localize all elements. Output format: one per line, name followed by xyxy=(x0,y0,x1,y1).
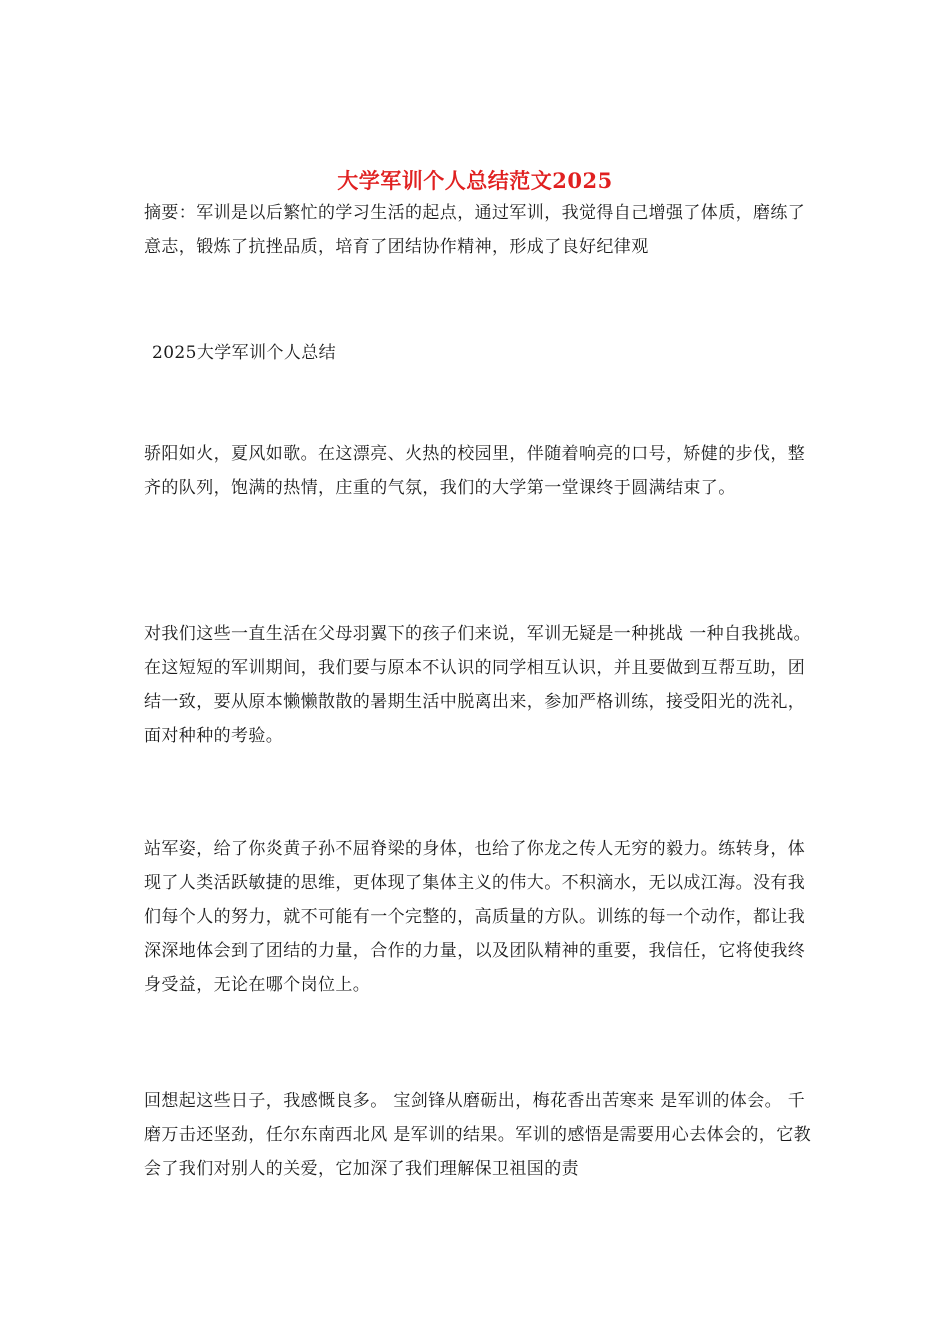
body-paragraph-2: 对我们这些一直生活在父母羽翼下的孩子们来说，军训无疑是一种挑战 一种自我挑战。在这短短的军训期间，我们要与原本不认识的同学相互认识，并且要做到互帮互助，团结一致，要从原本懒懒散散的暑期生活中脱离出来，参加严格训练，接受阳光的洗礼，面对种种的考验。 xyxy=(144,624,812,746)
document-title: 大学军训个人总结范文2025 xyxy=(337,168,613,194)
body-paragraph-3: 站军姿，给了你炎黄子孙不屈脊梁的身体，也给了你龙之传人无穷的毅力。练转身，体现了人类活跃敏捷的思维，更体现了集体主义的伟大。不积滴水，无以成江海。没有我们每个人的努力，就不可能有一个完整的，高质量的方队。训练的每一个动作，都让我深深地体会到了团结的力量，合作的力量，以及团队精神的重要，我信任，它将使我终身受益，无论在哪个岗位上。 xyxy=(144,839,806,995)
section-subheading: 2025大学军训个人总结 xyxy=(152,343,337,363)
abstract-paragraph: 摘要：军训是以后繁忙的学习生活的起点，通过军训，我觉得自己增强了体质，磨练了意志，锻炼了抗挫品质，培育了团结协作精神，形成了良好纪律观 xyxy=(144,203,806,257)
body-paragraph-4: 回想起这些日子，我感慨良多。 宝剑锋从磨砺出，梅花香出苦寒来 是军训的体会。 千磨万击还坚劲，任尔东南西北风 是军训的结果。军训的感悟是需要用心去体会的，它教会了我们对别人的关爱，它加深了我们理解保卫祖国的责 xyxy=(144,1091,812,1179)
body-paragraph-1: 骄阳如火，夏风如歌。在这漂亮、火热的校园里，伴随着响亮的口号，矫健的步伐，整齐的队列，饱满的热情，庄重的气氛，我们的大学第一堂课终于圆满结束了。 xyxy=(144,444,806,498)
